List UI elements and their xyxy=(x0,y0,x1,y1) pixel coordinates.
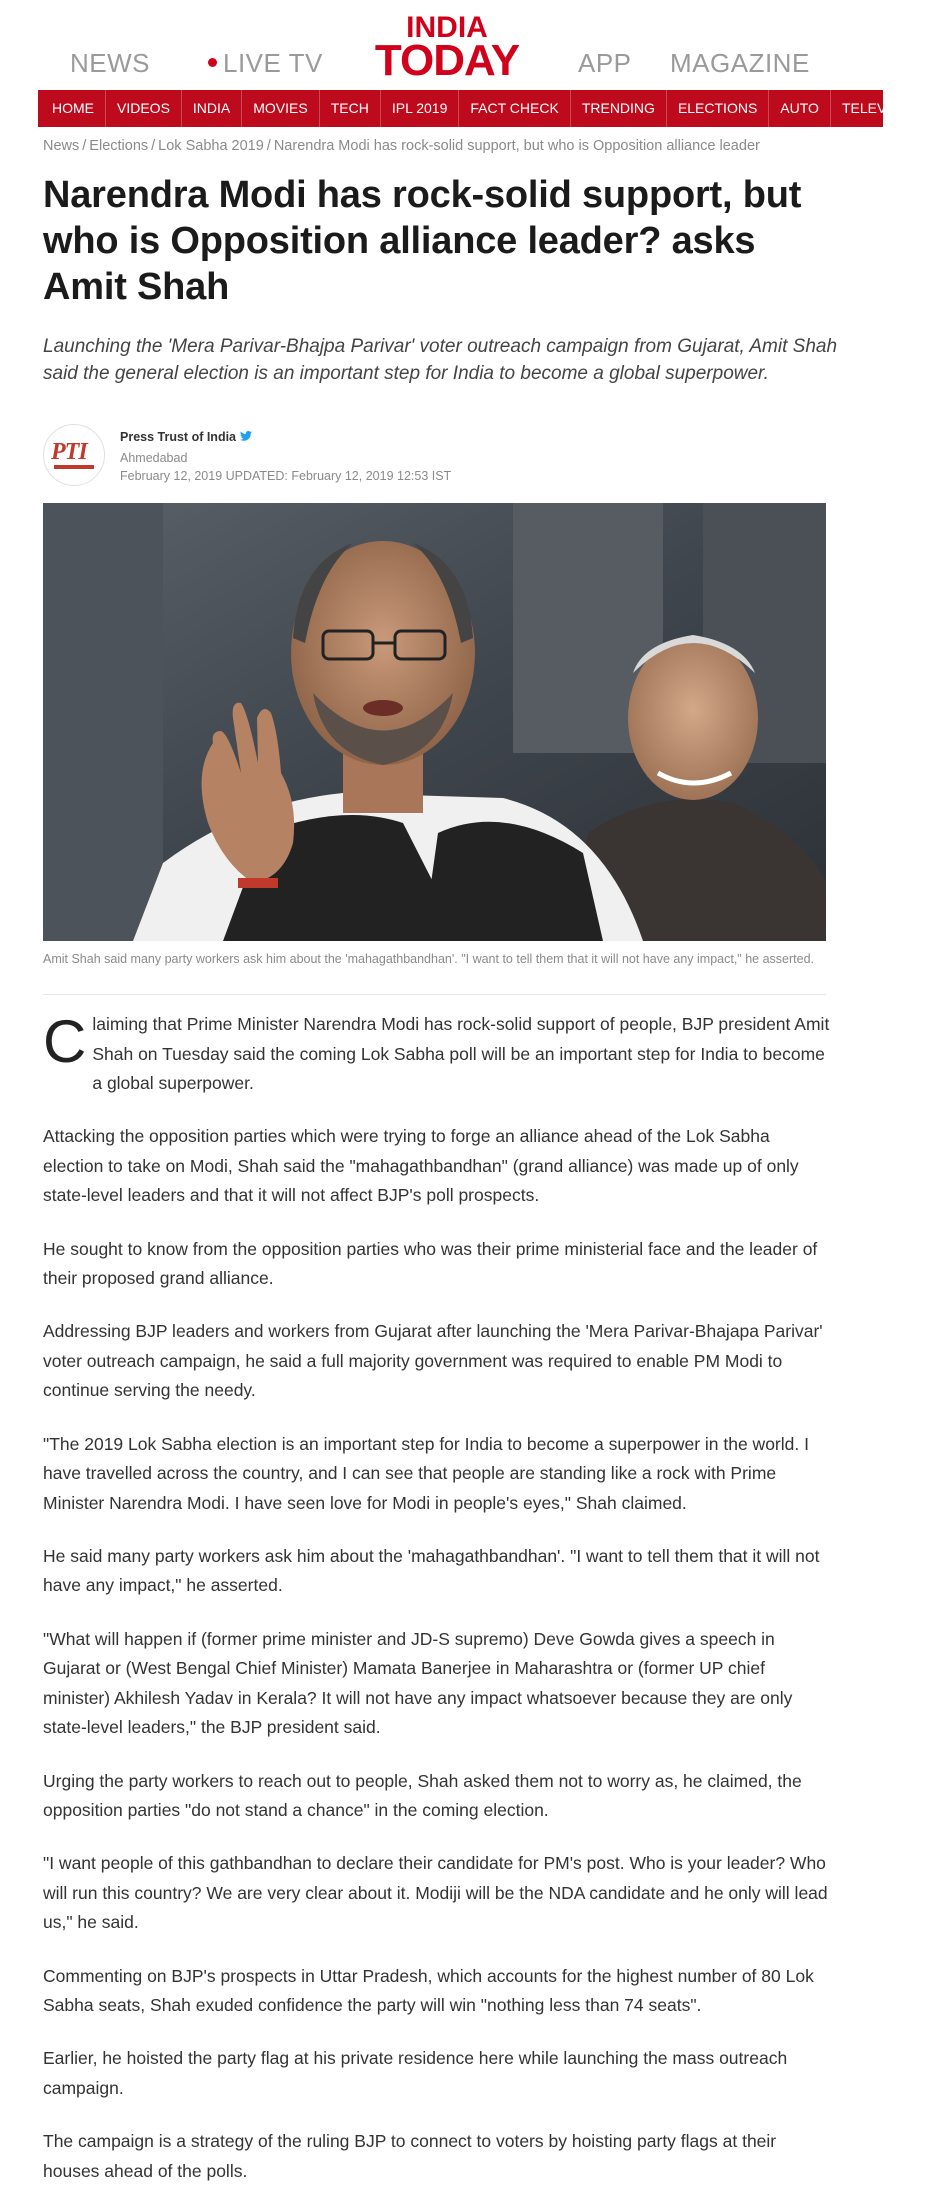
logo-line1: INDIA xyxy=(406,11,488,44)
hero-photo xyxy=(43,503,826,941)
paragraph: The campaign is a strategy of the ruling BJP to connect to voters by hoisting party flags at their houses ahead of the polls. xyxy=(43,2131,777,2181)
dateline-place: Ahmedabad xyxy=(120,451,188,465)
nav-item-tech[interactable]: TECH xyxy=(320,90,381,127)
article-body xyxy=(43,1010,833,2210)
nav-item-auto[interactable]: AUTO xyxy=(769,90,831,127)
top-header xyxy=(0,0,883,88)
breadcrumb-separator: / xyxy=(82,138,87,154)
article-headline: Narendra Modi has rock-solid support, but who is Opposition alliance leader? asks Amit Shah xyxy=(43,174,802,308)
paragraph: "I want people of this gathbandhan to declare their candidate for PM's post. Who is your leader? Who will run this country? We are very clear about it. Modiji will be the NDA candidate and he only will lead us," he said. xyxy=(43,1853,828,1933)
live-dot-icon xyxy=(208,58,217,67)
live-tv-label: LIVE TV xyxy=(223,48,323,78)
nav-item-videos[interactable]: VIDEOS xyxy=(106,90,182,127)
nav-item-ipl-2019[interactable]: IPL 2019 xyxy=(381,90,460,127)
paragraph: Attacking the opposition parties which were trying to forge an alliance ahead of the Lok Sabha election to take on Modi, Shah said the "mahagathbandhan" (grand alliance) was made up of only state-level leaders and that it will not affect BJP's poll prospects. xyxy=(43,1126,799,1206)
news-link[interactable]: NEWS xyxy=(70,48,150,78)
nav-item-elections[interactable]: ELECTIONS xyxy=(667,90,769,127)
nav-item-india[interactable]: INDIA xyxy=(182,90,242,127)
pti-logo[interactable] xyxy=(43,424,105,486)
author-name[interactable] xyxy=(120,430,252,444)
article-summary: Launching the 'Mera Parivar-Bhajpa Parivar' voter outreach campaign from Gujarat, Amit Shah said the general election is an important step for India to become a global superpower. xyxy=(43,336,838,384)
paragraph: He said many party workers ask him about the 'mahagathbandhan'. "I want to tell them that it will not have any impact," he asserted. xyxy=(43,1545,820,1596)
breadcrumb xyxy=(43,138,760,154)
paragraph-first xyxy=(43,1010,833,1099)
pti-logo-text: PTI xyxy=(51,439,87,465)
paragraph: Urging the party workers to reach out to people, Shah asked them not to worry as, he claimed, the opposition parties "do not stand a chance" in the coming election. xyxy=(43,1770,802,1821)
live-tv-link[interactable] xyxy=(208,48,323,79)
breadcrumb-news[interactable]: News xyxy=(43,138,80,154)
breadcrumb-separator: / xyxy=(266,138,271,154)
india-today-logo[interactable] xyxy=(368,11,526,85)
pti-logo-stroke xyxy=(54,465,94,469)
nav-item-television[interactable]: TELEVISION xyxy=(831,90,936,127)
dropcap: C xyxy=(43,1008,87,1075)
nav-item-trending[interactable]: TRENDING xyxy=(571,90,667,127)
author-label: Press Trust of India xyxy=(120,430,237,444)
paragraph: Earlier, he hoisted the party flag at his private residence here while launching the mass outreach campaign. xyxy=(43,2048,788,2098)
twitter-icon[interactable] xyxy=(240,430,252,444)
paragraph: Commenting on BJP's prospects in Uttar Pradesh, which accounts for the highest number of 80 Lok Sabha seats, Shah exuded confidence the party will win "nothing less than 74 seats". xyxy=(43,1965,814,2016)
nav-item-fact-check[interactable]: FACT CHECK xyxy=(459,90,570,127)
publish-dates: February 12, 2019 UPDATED: February 12, 2019 12:53 IST xyxy=(120,469,452,483)
main-nav xyxy=(38,90,925,127)
paragraph: "The 2019 Lok Sabha election is an important step for India to become a superpower in the world. I have travelled across the country, and I can see that people are standing like a rock with Prime Minister Narendra Modi. I have seen love for Modi in people's eyes," Shah claimed. xyxy=(43,1433,809,1513)
breadcrumb-elections[interactable]: Elections xyxy=(89,138,149,154)
hero-photo-illustration xyxy=(43,503,826,941)
paragraph: Addressing BJP leaders and workers from Gujarat after launching the 'Mera Parivar-Bhajapa Parivar' voter outreach campaign, he said a full majority government was required to enable PM Modi to continue serving the needy. xyxy=(43,1321,823,1401)
paragraph: He sought to know from the opposition parties who was their prime ministerial face and the leader of their proposed grand alliance. xyxy=(43,1238,818,1289)
image-caption: Amit Shah said many party workers ask him about the 'mahagathbandhan'. "I want to tell them that it will not have any impact," he asserted. xyxy=(43,952,814,966)
breadcrumb-current: Narendra Modi has rock-solid support, but who is Opposition alliance leader xyxy=(273,138,760,154)
paragraph: "What will happen if (former prime minister and JD-S supremo) Deve Gowda gives a speech in Gujarat or (West Bengal Chief Minister) Mamata Banerjee in Maharashtra or (former UP chief minister) Akhilesh Yadav in Kerala? It will not have any impact whatsoever because they are only state-level leaders," the BJP president said. xyxy=(43,1628,793,1738)
nav-item-home[interactable]: HOME xyxy=(38,90,106,127)
breadcrumb-separator: / xyxy=(151,138,156,154)
paragraph-first-text: laiming that Prime Minister Narendra Modi has rock-solid support of people, BJP president Amit Shah on Tuesday said the coming Lok Sabha poll will be an important step for India to become a global superpower. xyxy=(92,1014,830,1093)
caption-divider xyxy=(43,994,826,995)
logo-line2: TODAY xyxy=(374,36,520,85)
magazine-link[interactable]: MAGAZINE xyxy=(670,48,810,78)
nav-item-movies[interactable]: MOVIES xyxy=(242,90,319,127)
app-link[interactable]: APP xyxy=(578,48,632,78)
breadcrumb-lok-sabha[interactable]: Lok Sabha 2019 xyxy=(158,138,264,154)
